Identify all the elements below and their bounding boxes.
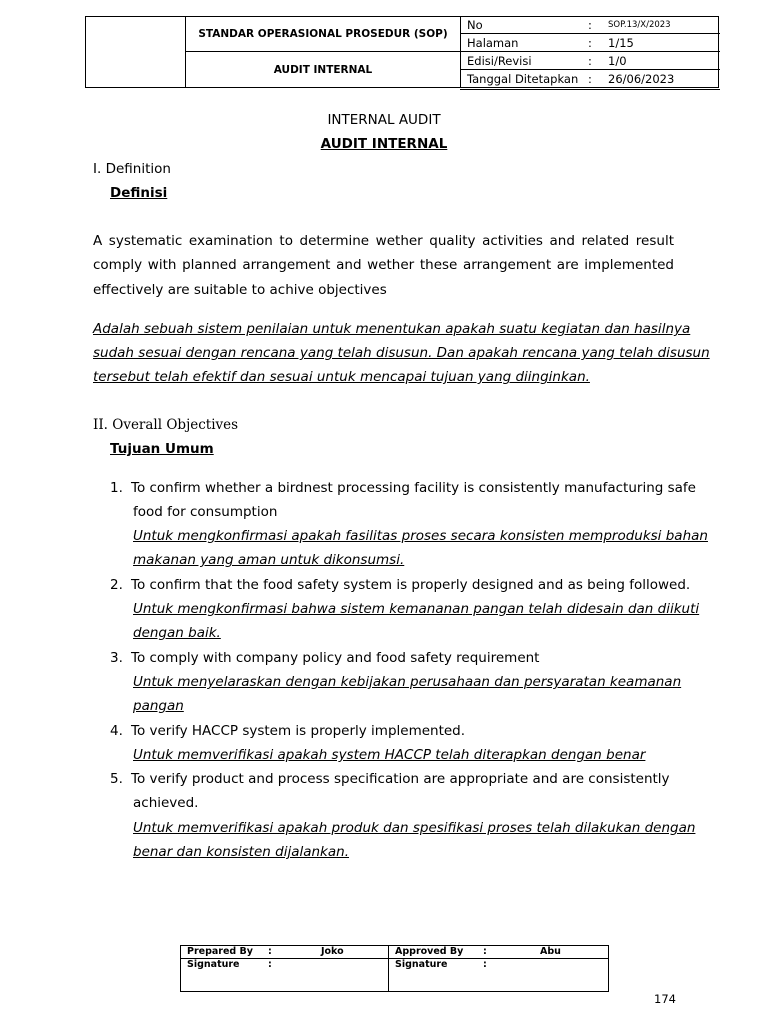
meta-value: SOP.13/X/2023 <box>608 20 671 30</box>
list-item <box>110 719 465 743</box>
sop-header-table <box>85 16 719 89</box>
logo-cell <box>85 16 186 88</box>
list-item <box>110 476 696 500</box>
footer-divider <box>388 946 389 991</box>
item-text-id: Untuk menyelaraskan dengan kebijakan perusahaan dan persyaratan keamanan <box>133 674 682 690</box>
list-item <box>110 646 539 670</box>
signature-table <box>180 945 609 992</box>
item-text-id: Untuk mengkonfirmasi bahwa sistem kemananan pangan telah didesain dan diikuti <box>133 601 700 617</box>
item-text-id: makanan yang aman untuk dikonsumsi. <box>133 552 405 568</box>
item-text-en-cont: food for consumption <box>133 504 278 520</box>
meta-sep: : <box>588 72 592 86</box>
prepared-by-label: Prepared By <box>187 946 253 957</box>
approved-by-label: Approved By <box>395 946 464 957</box>
signature-label: Signature <box>187 959 240 970</box>
meta-block <box>460 16 719 88</box>
approved-by-value: Abu <box>540 946 561 957</box>
meta-label: Halaman <box>467 36 519 50</box>
section1-paragraph-id-line: sudah sesuai dengan rencana yang telah disusun. Dan apakah rencana yang telah disusun <box>93 345 710 361</box>
item-text-en: To verify product and process specification are appropriate and are consistently <box>131 771 670 787</box>
doc-title-en: INTERNAL AUDIT <box>327 112 441 128</box>
approved-by-sep: : <box>483 946 487 957</box>
item-number: 4. <box>110 723 123 739</box>
section1-paragraph-en: A systematic examination to determine wether quality activities and related result comply with planned arrangement and wether these arrangement are implemented effectively are suitable to achive objectives <box>93 233 674 298</box>
signature-label: Signature <box>395 959 448 970</box>
list-item <box>110 767 670 791</box>
meta-row-no <box>461 16 720 34</box>
section1-paragraph-id-line: Adalah sebuah sistem penilaian untuk menentukan apakah suatu kegiatan dan hasilnya <box>93 321 691 337</box>
item-number: 3. <box>110 650 123 666</box>
signature-sep: : <box>268 959 272 970</box>
page-number: 174 <box>654 992 676 1006</box>
meta-sep: : <box>588 54 592 68</box>
section1-paragraph-id-line: tersebut telah efektif dan sesuai untuk mencapai tujuan yang diinginkan. <box>93 369 590 385</box>
meta-label: Edisi/Revisi <box>467 54 532 68</box>
meta-label: No <box>467 18 483 32</box>
item-number: 2. <box>110 577 123 593</box>
item-text-en-cont: achieved. <box>133 795 199 811</box>
section1-heading-en: I. Definition <box>93 161 171 177</box>
item-text-en: To verify HACCP system is properly implemented. <box>131 723 466 739</box>
prepared-by-sep: : <box>268 946 272 957</box>
section2-heading-en: II. Overall Objectives <box>93 417 239 433</box>
item-text-id: dengan baik. <box>133 625 221 641</box>
item-text-id: Untuk mengkonfirmasi apakah fasilitas proses secara konsisten memproduksi bahan <box>133 528 708 544</box>
doc-title-id: AUDIT INTERNAL <box>320 136 448 152</box>
item-text-id: pangan <box>133 698 184 714</box>
meta-row-tanggal <box>461 70 720 88</box>
meta-sep: : <box>588 18 592 32</box>
signature-sep: : <box>483 959 487 970</box>
section2-heading-id: Tujuan Umum <box>110 441 214 457</box>
sop-subtitle: AUDIT INTERNAL <box>273 64 373 76</box>
meta-sep: : <box>588 36 592 50</box>
list-item <box>110 573 690 597</box>
item-text-en: To confirm that the food safety system is properly designed and as being followed. <box>131 577 691 593</box>
item-text-en: To comply with company policy and food safety requirement <box>131 650 540 666</box>
section1-heading-id: Definisi <box>110 185 168 201</box>
meta-value: 1/15 <box>608 36 634 50</box>
meta-row-edisi <box>461 52 720 70</box>
sop-title: STANDAR OPERASIONAL PROSEDUR (SOP) <box>186 16 460 52</box>
meta-label: Tanggal Ditetapkan <box>467 72 579 86</box>
item-text-en: To confirm whether a birdnest processing facility is consistently manufacturing safe <box>131 480 696 496</box>
item-text-id: Untuk memverifikasi apakah produk dan spesifikasi proses telah dilakukan dengan <box>133 820 696 836</box>
item-number: 1. <box>110 480 123 496</box>
header-underline <box>460 89 720 90</box>
item-text-id: benar dan konsisten dijalankan. <box>133 844 349 860</box>
meta-value: 26/06/2023 <box>608 72 675 86</box>
item-number: 5. <box>110 771 123 787</box>
meta-value: 1/0 <box>608 54 627 68</box>
prepared-by-value: Joko <box>321 946 344 957</box>
item-text-id: Untuk memverifikasi apakah system HACCP telah diterapkan dengan benar <box>133 747 646 763</box>
meta-row-halaman <box>461 34 720 52</box>
